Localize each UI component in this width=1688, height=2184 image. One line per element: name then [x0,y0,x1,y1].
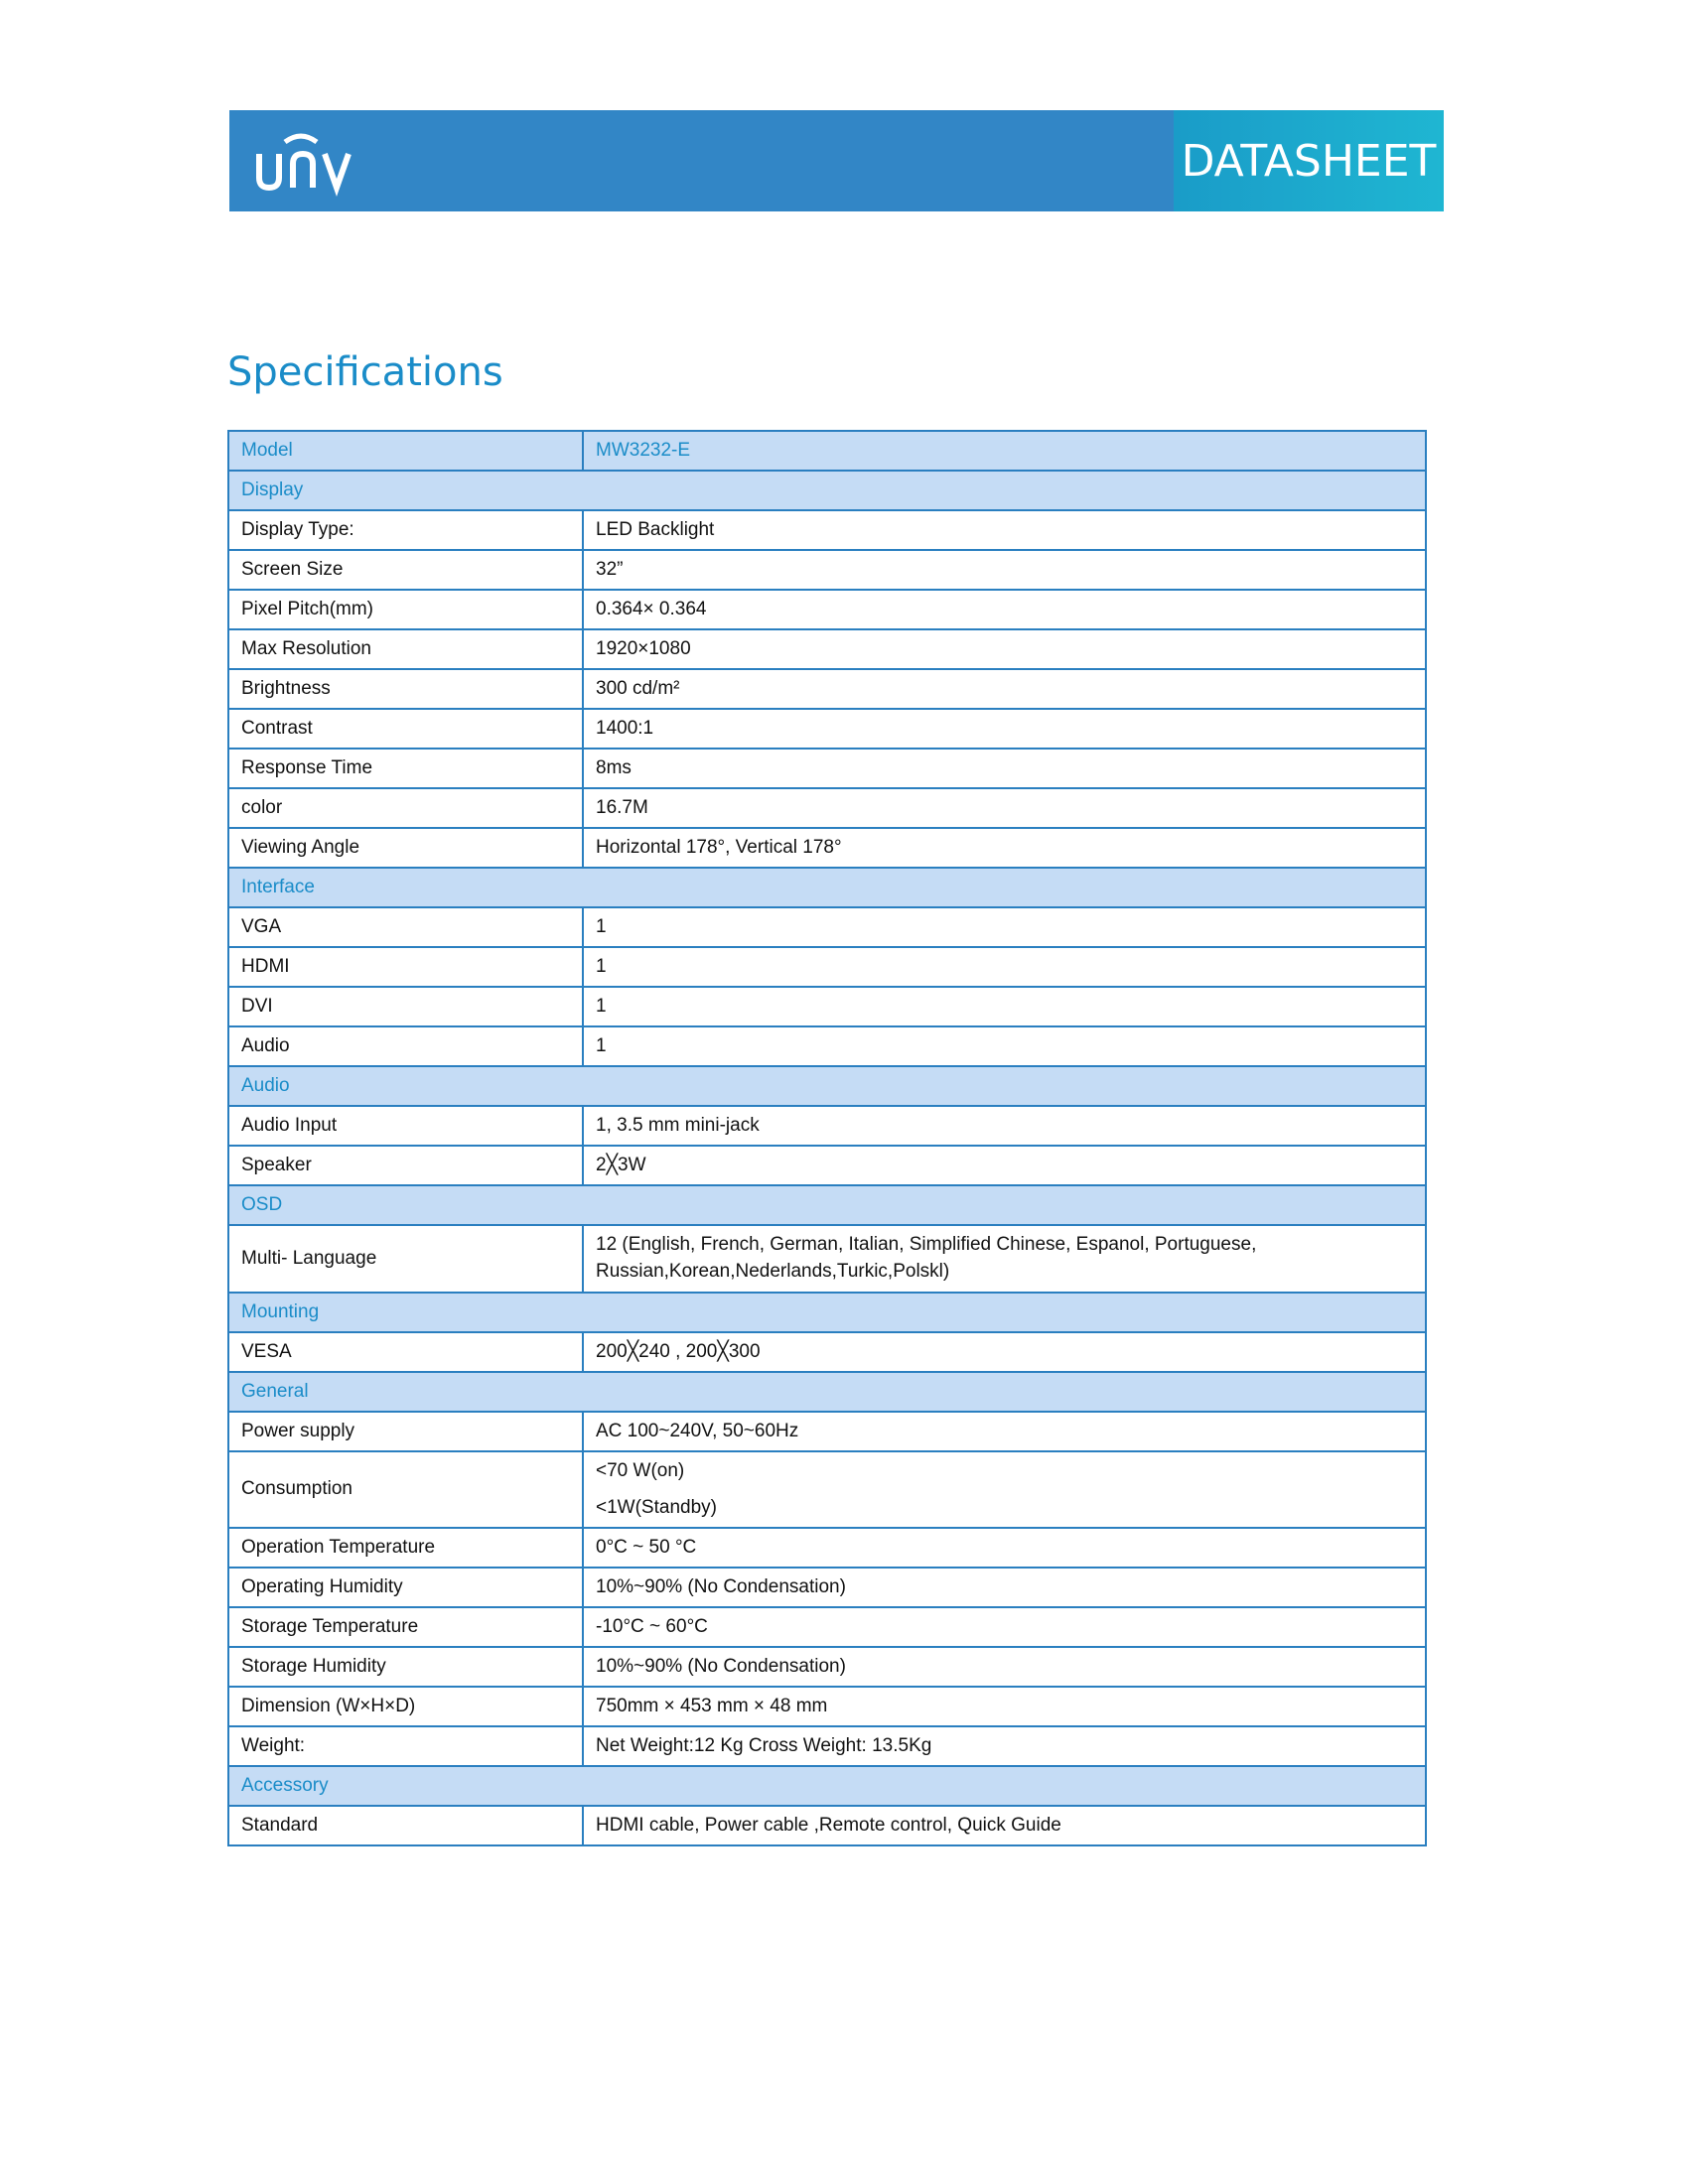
section-header-accessory [228,1766,1426,1806]
section-title: Display [228,471,1426,510]
section-title: OSD [228,1185,1426,1225]
spec-row [228,1106,1426,1146]
spec-label: Consumption [228,1451,583,1528]
spec-label: Storage Temperature [228,1607,583,1647]
spec-row [228,1146,1426,1185]
spec-row [228,1332,1426,1372]
spec-value: 2╳3W [583,1146,1426,1185]
model-row [228,431,1426,471]
spec-row [228,907,1426,947]
spec-label: Multi- Language [228,1225,583,1293]
spec-value: 10%~90% (No Condensation) [583,1568,1426,1607]
spec-row [228,1607,1426,1647]
spec-row [228,1726,1426,1766]
spec-label: Storage Humidity [228,1647,583,1687]
spec-row [228,1026,1426,1066]
spec-value-line: <1W(Standby) [596,1496,717,1518]
spec-value: 0.364× 0.364 [583,590,1426,629]
spec-row [228,1225,1426,1293]
spec-label: VESA [228,1332,583,1372]
spec-label: Response Time [228,749,583,788]
section-title: Audio [228,1066,1426,1106]
section-title: Accessory [228,1766,1426,1806]
spec-value: 12 (English, French, German, Italian, Simplified Chinese, Espanol, Portuguese, Russian,Korean,Nederlands,Turkic,Polskl) [583,1225,1426,1293]
spec-label: Brightness [228,669,583,709]
spec-row [228,709,1426,749]
spec-value: HDMI cable, Power cable ,Remote control, Quick Guide [583,1806,1426,1845]
spec-label: Contrast [228,709,583,749]
spec-label: Speaker [228,1146,583,1185]
spec-value [583,1451,1426,1528]
section-title: General [228,1372,1426,1412]
spec-label: Max Resolution [228,629,583,669]
spec-label: Screen Size [228,550,583,590]
spec-value: 8ms [583,749,1426,788]
spec-value: 10%~90% (No Condensation) [583,1647,1426,1687]
spec-value: 32” [583,550,1426,590]
spec-label: Display Type: [228,510,583,550]
spec-value: -10°C ~ 60°C [583,1607,1426,1647]
spec-label: Audio Input [228,1106,583,1146]
unv-logo [251,128,370,198]
spec-label: Audio [228,1026,583,1066]
spec-row [228,1687,1426,1726]
page-title: Specifications [227,349,503,395]
section-header-osd [228,1185,1426,1225]
spec-row [228,629,1426,669]
spec-label: Weight: [228,1726,583,1766]
spec-label: Standard [228,1806,583,1845]
spec-label: Operating Humidity [228,1568,583,1607]
spec-label: VGA [228,907,583,947]
spec-row [228,987,1426,1026]
spec-value: 0°C ~ 50 °C [583,1528,1426,1568]
spec-value: 1920×1080 [583,629,1426,669]
section-header-display [228,471,1426,510]
spec-row [228,590,1426,629]
spec-label: Pixel Pitch(mm) [228,590,583,629]
model-value: MW3232-E [583,431,1426,471]
spec-value: 1, 3.5 mm mini-jack [583,1106,1426,1146]
section-header-general [228,1372,1426,1412]
header-banner [229,110,1444,211]
spec-value: 1 [583,947,1426,987]
spec-table [227,430,1427,1846]
spec-value: 1400:1 [583,709,1426,749]
section-title: Interface [228,868,1426,907]
section-title: Mounting [228,1293,1426,1332]
spec-row [228,788,1426,828]
datasheet-badge: DATASHEET [1174,110,1444,211]
spec-label: Dimension (W×H×D) [228,1687,583,1726]
spec-row [228,1451,1426,1528]
section-header-audio [228,1066,1426,1106]
spec-value: 750mm × 453 mm × 48 mm [583,1687,1426,1726]
spec-row [228,1528,1426,1568]
spec-label: color [228,788,583,828]
spec-value: 16.7M [583,788,1426,828]
model-label: Model [228,431,583,471]
spec-label: DVI [228,987,583,1026]
spec-row [228,1568,1426,1607]
spec-row [228,510,1426,550]
spec-value: Horizontal 178°, Vertical 178° [583,828,1426,868]
spec-row [228,1647,1426,1687]
section-header-mounting [228,1293,1426,1332]
spec-value: 1 [583,987,1426,1026]
section-header-interface [228,868,1426,907]
spec-value: Net Weight:12 Kg Cross Weight: 13.5Kg [583,1726,1426,1766]
spec-value: 300 cd/m² [583,669,1426,709]
spec-value: LED Backlight [583,510,1426,550]
spec-row [228,1412,1426,1451]
spec-row [228,669,1426,709]
spec-label: HDMI [228,947,583,987]
spec-row [228,947,1426,987]
spec-value: 200╳240 , 200╳300 [583,1332,1426,1372]
spec-value: AC 100~240V, 50~60Hz [583,1412,1426,1451]
spec-row [228,749,1426,788]
spec-value-line: <70 W(on) [596,1460,685,1482]
spec-label: Operation Temperature [228,1528,583,1568]
spec-row [228,550,1426,590]
spec-value: 1 [583,907,1426,947]
spec-row [228,828,1426,868]
spec-row [228,1806,1426,1845]
spec-label: Power supply [228,1412,583,1451]
spec-label: Viewing Angle [228,828,583,868]
spec-value: 1 [583,1026,1426,1066]
